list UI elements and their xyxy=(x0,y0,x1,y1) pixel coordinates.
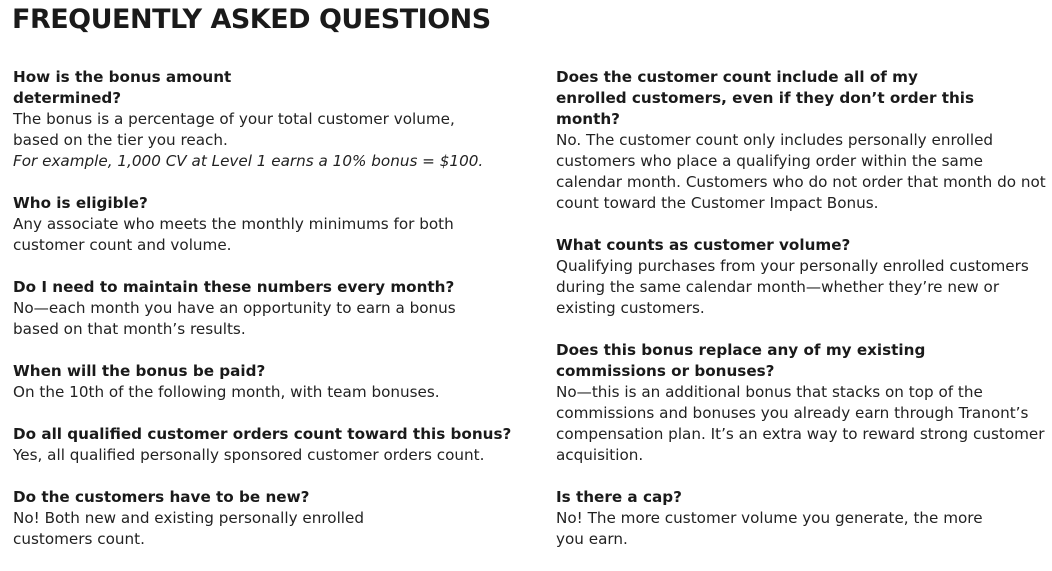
faq-item xyxy=(556,340,1048,466)
faq-answer: Yes, all qualified personally sponsored customer orders count. xyxy=(13,446,485,464)
faq-question: Is there a cap? xyxy=(556,488,682,506)
faq-item xyxy=(13,277,533,340)
faq-question: Does this bonus replace any of my existing commissions or bonuses? xyxy=(556,341,926,380)
faq-item xyxy=(13,193,533,256)
faq-item xyxy=(556,487,1048,550)
faq-question: What counts as customer volume? xyxy=(556,236,851,254)
faq-answer: No. The customer count only includes personally enrolled customers who place a qualifying order within the same calendar month. Customers who do not order that month do not count toward the Customer Impact Bonus. xyxy=(556,131,1046,212)
faq-item xyxy=(13,487,533,550)
faq-item xyxy=(13,67,533,172)
faq-question: Do all qualified customer orders count toward this bonus? xyxy=(13,425,512,443)
faq-column-right xyxy=(556,67,1048,571)
faq-answer: The bonus is a percentage of your total customer volume, based on the tier you reach. xyxy=(13,110,455,149)
faq-example: For example, 1,000 CV at Level 1 earns a 10% bonus = $100. xyxy=(13,152,484,170)
faq-answer: No—each month you have an opportunity to earn a bonus based on that month’s results. xyxy=(13,299,456,338)
faq-item xyxy=(13,424,533,466)
faq-item xyxy=(556,67,1048,214)
faq-question: How is the bonus amount determined? xyxy=(13,68,232,107)
faq-item xyxy=(13,361,533,403)
faq-column-left xyxy=(13,67,533,571)
faq-answer: On the 10th of the following month, with team bonuses. xyxy=(13,383,440,401)
faq-question: Does the customer count include all of my enrolled customers, even if they don’t order this month? xyxy=(556,68,975,128)
faq-answer: No! Both new and existing personally enrolled customers count. xyxy=(13,509,364,548)
faq-answer: Any associate who meets the monthly minimums for both customer count and volume. xyxy=(13,215,454,254)
faq-question: Who is eligible? xyxy=(13,194,148,212)
faq-question: Do I need to maintain these numbers every month? xyxy=(13,278,455,296)
page-title: FREQUENTLY ASKED QUESTIONS xyxy=(12,4,491,35)
faq-question: Do the customers have to be new? xyxy=(13,488,310,506)
faq-answer: No—this is an additional bonus that stacks on top of the commissions and bonuses you already earn through Tranont’s compensation plan. It’s an extra way to reward strong customer acquisition. xyxy=(556,383,1045,464)
faq-answer: Qualifying purchases from your personally enrolled customers during the same calendar month—whether they’re new or existing customers. xyxy=(556,257,1029,317)
faq-item xyxy=(556,235,1048,319)
faq-answer: No! The more customer volume you generate, the more you earn. xyxy=(556,509,983,548)
faq-question: When will the bonus be paid? xyxy=(13,362,266,380)
